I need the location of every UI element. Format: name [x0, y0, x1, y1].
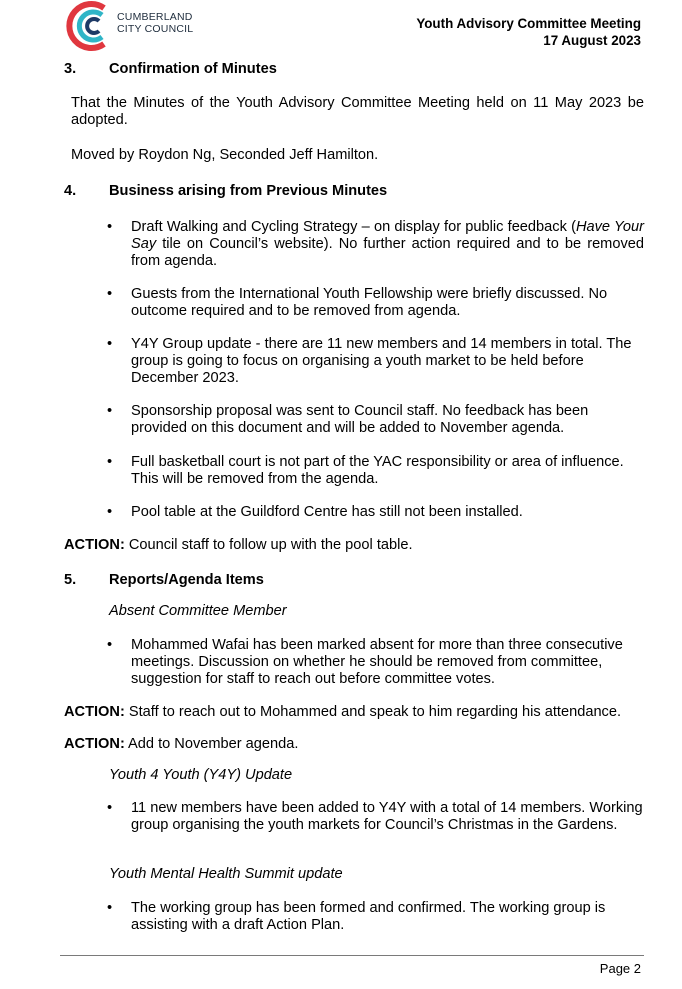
section-number: 4. — [64, 183, 77, 199]
org-line-2: CITY COUNCIL — [117, 22, 194, 35]
list-item-text: Sponsorship proposal was sent to Council staff. No feedback has been provided on this document and will be added to November agenda. — [131, 403, 589, 436]
action-text: Staff to reach out to Mohammed and speak to him regarding his attendance. — [124, 704, 622, 720]
section-5-heading — [64, 572, 264, 588]
meeting-date: 17 August 2023 — [543, 32, 641, 48]
section-4-heading — [64, 183, 387, 199]
emphasis: Have Your Say — [131, 219, 644, 252]
organisation-name — [117, 12, 193, 35]
bullet: • — [107, 504, 113, 520]
section-3-paragraph-1: That the Minutes of the Youth Advisory Committee Meeting held on 11 May 2023 be adopted. — [71, 95, 644, 128]
subheading: Youth Mental Health Summit update — [109, 866, 343, 882]
action-text: Council staff to follow up with the pool table. — [124, 537, 413, 553]
bullet: • — [107, 336, 113, 352]
council-logo — [64, 0, 124, 52]
action-label: ACTION: — [64, 736, 125, 752]
bullet: • — [107, 454, 113, 470]
bullet: • — [107, 219, 113, 235]
document-header — [416, 16, 641, 49]
org-line-1: CUMBERLAND — [117, 11, 193, 23]
action-label: ACTION: — [64, 704, 125, 720]
bullet: • — [107, 800, 113, 816]
section-number: 5. — [64, 572, 77, 588]
list-item-text: Guests from the International Youth Fellowship were briefly discussed. No outcome required and to be removed from agenda. — [131, 286, 608, 319]
section-title: Reports/Agenda Items — [109, 572, 264, 588]
subheading: Youth 4 Youth (Y4Y) Update — [109, 767, 293, 783]
subheading: Absent Committee Member — [109, 603, 287, 619]
list-item-text: Mohammed Wafai has been marked absent for more than three consecutive meetings. Discussion on whether he should be removed from committee, suggestion for staff to reach out before committee votes. — [131, 637, 623, 687]
list-item-text: The working group has been formed and confirmed. The working group is assisting with a draft Action Plan. — [131, 900, 606, 933]
section-3-paragraph-2: Moved by Roydon Ng, Seconded Jeff Hamilton. — [71, 147, 379, 163]
action-label: ACTION: — [64, 537, 125, 553]
section-title: Confirmation of Minutes — [109, 61, 277, 77]
bullet: • — [107, 900, 113, 916]
section-number: 3. — [64, 61, 77, 77]
section-title: Business arising from Previous Minutes — [109, 183, 388, 199]
action-item — [64, 537, 413, 553]
footer-divider — [60, 955, 644, 956]
action-item — [64, 704, 621, 720]
action-text: Add to November agenda. — [124, 736, 299, 752]
meeting-title: Youth Advisory Committee Meeting — [416, 16, 641, 31]
list-item-text: Draft Walking and Cycling Strategy – on display for public feedback (Have Your Say tile on Council’s website). No further action required and to be removed from agenda. — [131, 219, 644, 269]
bullet: • — [107, 403, 113, 419]
bullet: • — [107, 637, 113, 653]
list-item-text: Full basketball court is not part of the YAC responsibility or area of influence. This will be removed from the agenda. — [131, 454, 624, 487]
section-3-heading — [64, 61, 277, 77]
bullet: • — [107, 286, 113, 302]
list-item-text: 11 new members have been added to Y4Y with a total of 14 members. Working group organising the youth markets for Council’s Christmas in the Gardens. — [131, 800, 643, 833]
page-number: Page 2 — [599, 961, 641, 976]
list-item-text: Y4Y Group update - there are 11 new members and 14 members in total. The group is going to focus on organising a youth market to be held before December 2023. — [131, 336, 632, 386]
list-item-text: Pool table at the Guildford Centre has still not been installed. — [131, 504, 523, 520]
action-item — [64, 736, 298, 752]
